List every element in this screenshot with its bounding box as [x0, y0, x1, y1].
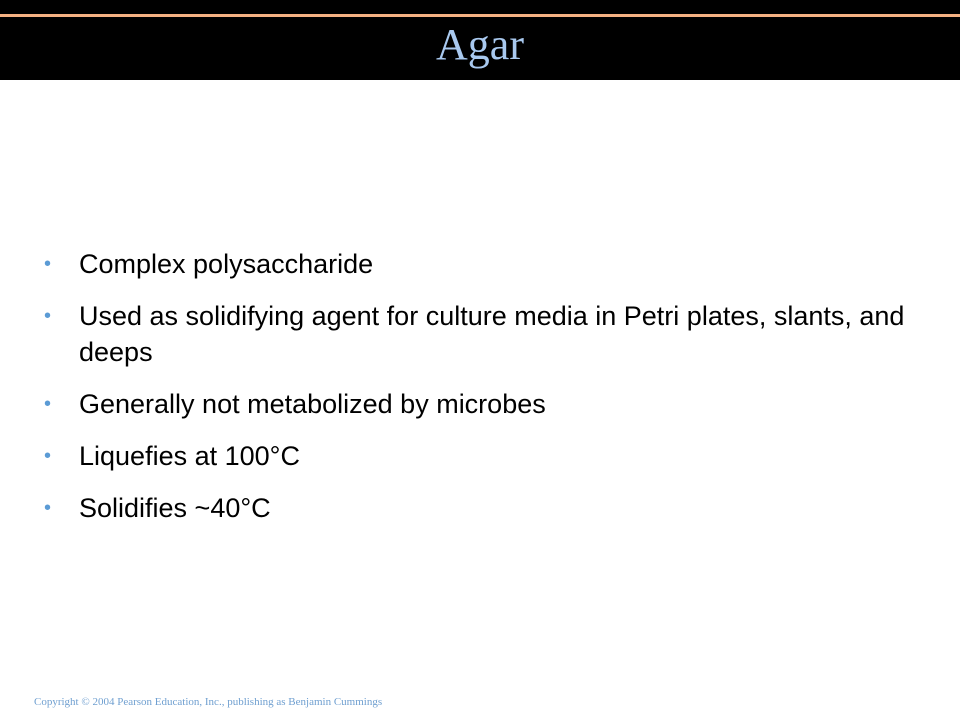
bullet-item	[44, 246, 914, 282]
bullet-item	[44, 438, 914, 474]
bullet-text: Solidifies ~40°C	[79, 493, 271, 523]
title-bar	[0, 0, 960, 80]
bullet-item	[44, 490, 914, 526]
slide-title: Agar	[436, 20, 524, 69]
bullet-icon: •	[44, 393, 52, 415]
bullet-item	[44, 386, 914, 422]
bullet-text: Generally not metabolized by microbes	[79, 389, 546, 419]
bullet-text: Complex polysaccharide	[79, 249, 374, 279]
bullet-icon: •	[44, 305, 52, 327]
bullet-list	[44, 246, 914, 542]
bullet-icon: •	[44, 253, 52, 275]
bullet-text: Liquefies at 100°C	[79, 441, 300, 471]
bullet-icon: •	[44, 497, 52, 519]
bullet-icon: •	[44, 445, 52, 467]
copyright-footer: Copyright © 2004 Pearson Education, Inc., publishing as Benjamin Cummings	[34, 696, 383, 708]
title-accent-rule	[0, 14, 960, 17]
bullet-text: Used as solidifying agent for culture media in Petri plates, slants, and deeps	[79, 301, 905, 367]
bullet-item	[44, 298, 914, 370]
